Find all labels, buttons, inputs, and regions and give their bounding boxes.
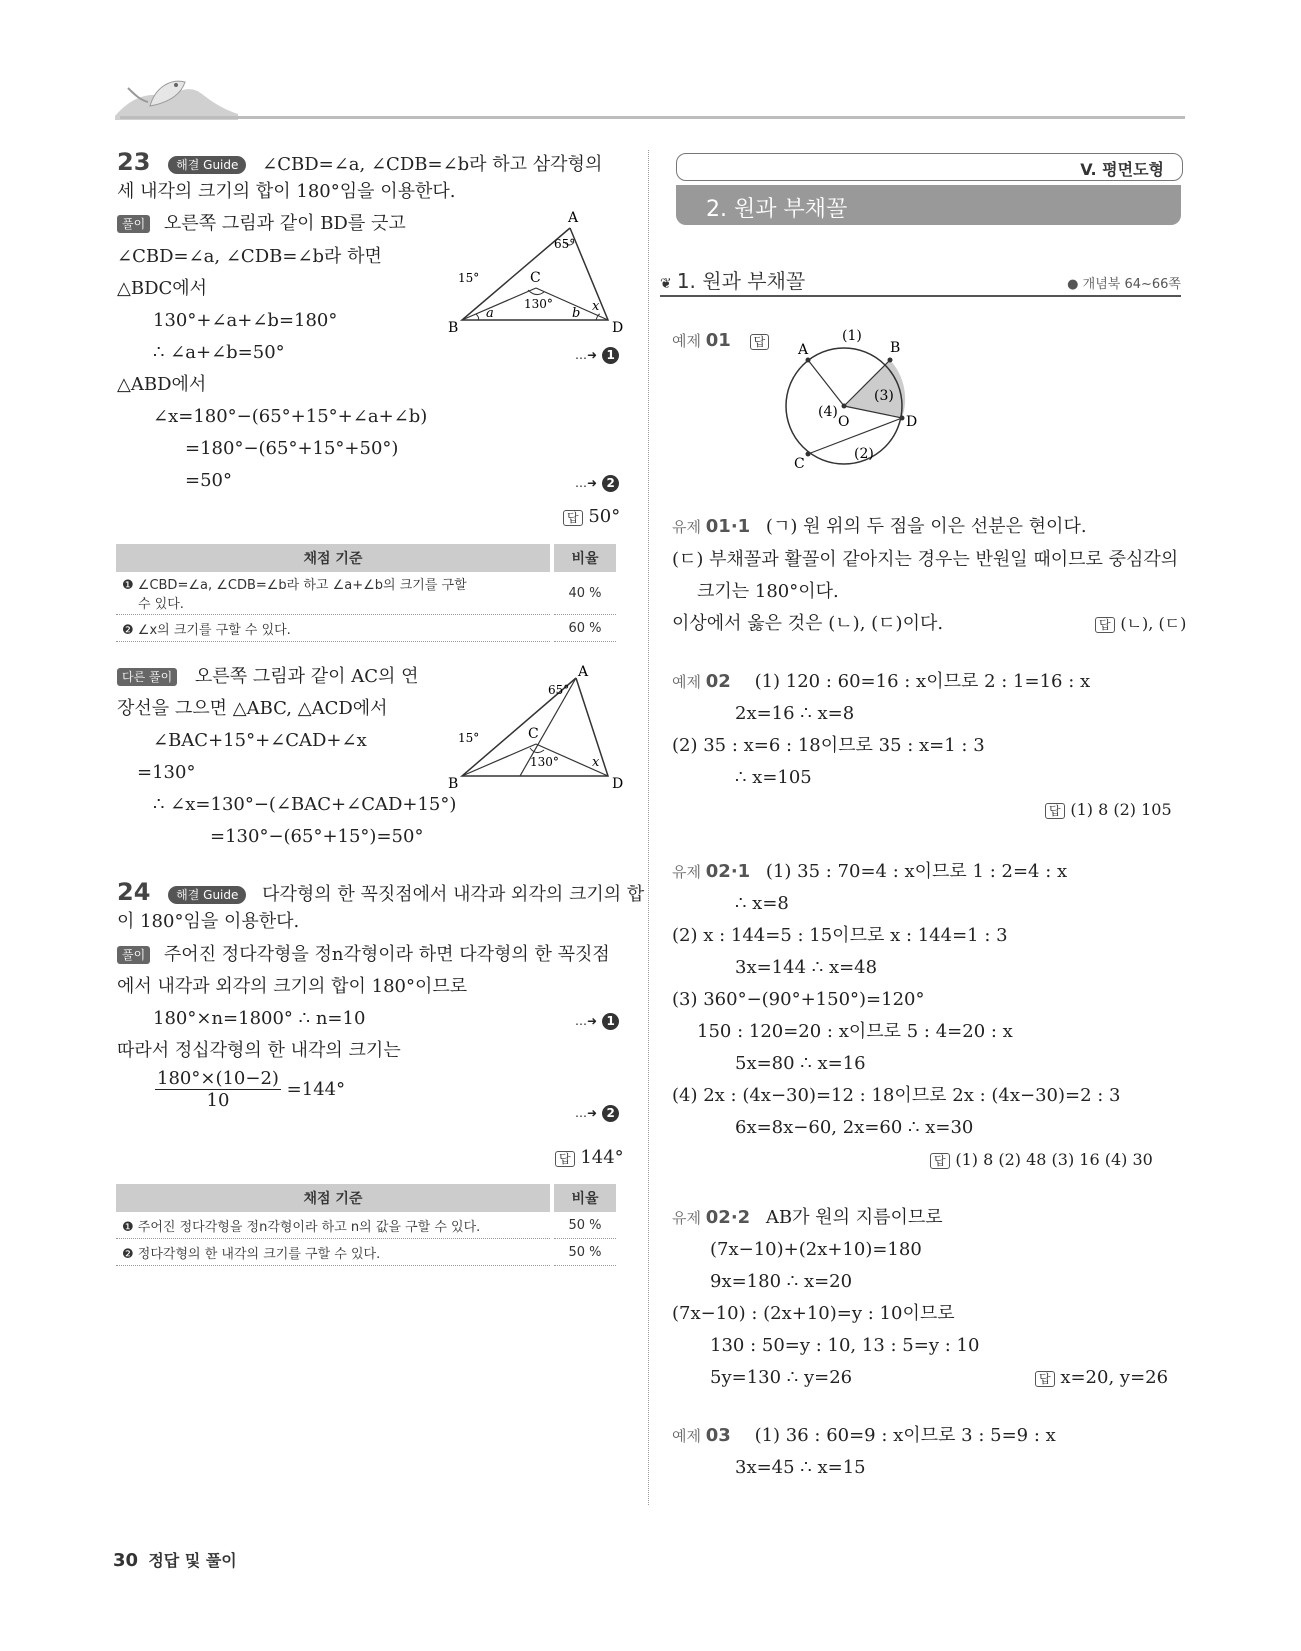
exercise-line: (2) x : 144=5 : 15이므로 x : 144=1 : 3 [672,925,1008,946]
answer: 답 (1) 8 (2) 48 (3) 16 (4) 30 [930,1148,1153,1173]
exercise-line: (4) 2x : (4x−30)=12 : 18이므로 2x : (4x−30)=2 : 3 [672,1085,1121,1106]
vertex-label: B [448,776,459,789]
answer-tag: 답 [750,334,770,350]
alt-solution-line: =130° [137,762,196,783]
alt-solution-line: 장선을 그으면 △ABC, △ACD에서 [117,698,388,719]
exercise-line: (3) 360°−(90°+150°)=120° [672,989,925,1010]
example-label: 예제 01 답 [672,330,769,351]
solution-line: △ABD에서 [117,374,207,395]
example-line: ∴ x=105 [735,767,812,788]
example-line: (2) 35 : x=6 : 18이므로 35 : x=1 : 3 [672,735,985,756]
problem-number: 23 [117,148,151,176]
angle-label: x [592,299,600,314]
exercise-line: (7x−10) : (2x+10)=y : 10이므로 [672,1303,955,1324]
angle-label: 15° [458,271,480,285]
svg-text:D: D [906,414,918,430]
alt-solution-line: =130°−(65°+15°)=50° [210,826,424,847]
section-title-bar: 2. 원과 부채꼴 [676,185,1181,225]
whale-logo [110,68,240,120]
solution-line: ∴ ∠a+∠b=50° [153,342,285,363]
reference: ● 개념북 64~66쪽 [1067,277,1181,292]
exercise-line: (7x−10)+(2x+10)=180 [710,1239,922,1260]
angle-label: 65° [554,237,576,251]
svg-text:C: C [794,456,805,472]
example-line: 2x=16 ∴ x=8 [735,703,855,724]
vertex-label: D [612,320,624,335]
alt-solution-tag: 다른 풀이 [117,668,177,686]
answer: 답 50° [563,505,620,530]
solution-line: 따라서 정십각형의 한 내각의 크기는 [117,1040,401,1061]
angle-label: 15° [458,731,480,745]
example-line: 예제 02 (1) 120 : 60=16 : x이므로 2 : 1=16 : x [672,671,1091,692]
fraction: $\frac{180^\circ\times(10-2)}{10}$ =144° [157,1068,346,1111]
solution-line: 풀이 주어진 정다각형을 정n각형이라 하면 다각형의 한 꼭짓점 [117,943,610,967]
solution-line: 에서 내각과 외각의 크기의 합이 180°이므로 [117,976,468,997]
answer-tag: 답 [563,510,583,526]
solution-line: =180°−(65°+15°+50°) [185,438,399,459]
guide-text-2: 이 180°임을 이용한다. [117,911,300,932]
exercise-line: (ㄷ) 부채꼴과 활꼴이 같아지는 경우는 반원일 때이므로 중심각의 [672,549,1179,570]
solution-line: =50° [185,470,232,491]
example-line: 3x=45 ∴ x=15 [735,1457,866,1478]
solution-line: ∠CBD=∠a, ∠CDB=∠b라 하면 [117,246,382,267]
problem-number: 24 [117,878,151,906]
svg-text:B: B [890,340,901,356]
vertex-label: A [578,664,589,680]
exercise-line: 유제 01·1 (ㄱ) 원 위의 두 점을 이은 선분은 현이다. [672,516,1087,537]
step-marker: …➜ 1 [575,1010,619,1030]
solution-line: ∠x=180°−(65°+15°+∠a+∠b) [153,406,428,427]
chapter-header: V. 평면도형 [676,153,1183,181]
leaf-icon: ❦ [660,276,672,292]
vertex-label: C [528,726,539,742]
scoring-table-23: 채점 기준 비율 ❶ ∠CBD=∠a, ∠CDB=∠b라 하고 ∠a+∠b의 크기를 구할 수 있다. 40 % ❷ ∠x의 크기를 구할 수 있다. 60 % [116,544,616,642]
guide-tag: 해결 Guide [168,886,246,904]
exercise-line: 150 : 120=20 : x이므로 5 : 4=20 : x [697,1021,1013,1042]
problem-23-guide [117,150,602,177]
exercise-line: ∴ x=8 [735,893,789,914]
alt-solution-line: 다른 풀이 오른쪽 그림과 같이 AC의 연 [117,665,418,689]
vertex-label: A [568,210,579,226]
exercise-line: 9x=180 ∴ x=20 [710,1271,853,1292]
angle-label: 65° [548,683,570,697]
circle-figure [780,322,940,472]
exercise-line: 유제 02·2 AB가 원의 지름이므로 [672,1207,943,1228]
svg-text:O: O [838,414,850,430]
guide-text: 다각형의 한 꼭짓점에서 내각과 외각의 크기의 합 [262,884,645,905]
solution-line: 풀이 오른쪽 그림과 같이 BD를 긋고 [117,212,406,236]
angle-label: b [572,306,581,321]
footer [113,1548,237,1571]
guide-text-2: 세 내각의 크기의 합이 180°임을 이용한다. [117,181,456,202]
vertex-label: C [530,270,541,286]
answer-tag: 답 [555,1151,575,1167]
exercise-line: 이상에서 옳은 것은 (ㄴ), (ㄷ)이다. [672,613,944,634]
solution-line: △BDC에서 [117,278,208,299]
exercise-line: 유제 02·1 (1) 35 : 70=4 : x이므로 1 : 2=4 : x [672,861,1068,882]
step-marker: …➜ 1 [575,344,619,364]
svg-text:(2): (2) [854,446,874,462]
triangle-figure-1 [448,210,628,335]
header-rule [120,116,1185,119]
footer-title: 정답 및 풀이 [148,1551,237,1570]
solution-tag: 풀이 [117,946,150,964]
solution-tag: 풀이 [117,215,150,233]
svg-text:(1): (1) [842,328,862,344]
vertex-label: B [448,320,459,335]
exercise-line: 3x=144 ∴ x=48 [735,957,878,978]
exercise-line: 6x=8x−60, 2x=60 ∴ x=30 [735,1117,974,1138]
exercise-line: 크기는 180°이다. [697,581,839,602]
subsection-header: ❦ 1. 원과 부채꼴 ● 개념북 64~66쪽 [660,265,1181,297]
vertex-label: D [612,776,624,789]
exercise-line: 5x=80 ∴ x=16 [735,1053,866,1074]
angle-label: 130° [530,755,559,769]
exercise-line: 130 : 50=y : 10, 13 : 5=y : 10 [710,1335,980,1356]
example-line: 예제 03 (1) 36 : 60=9 : x이므로 3 : 5=9 : x [672,1425,1056,1446]
page-number: 30 [113,1550,139,1571]
guide-tag: 해결 Guide [168,156,246,174]
svg-text:(4): (4) [818,404,838,420]
exercise-line: 5y=130 ∴ y=26 [710,1367,853,1388]
alt-solution-line: ∠BAC+15°+∠CAD+∠x [153,730,367,751]
answer: 답 (ㄴ), (ㄷ) [1095,612,1186,637]
svg-text:A: A [798,342,809,358]
step-marker: …➜ 2 [575,472,619,492]
answer: 답 x=20, y=26 [1035,1366,1168,1391]
svg-text:(3): (3) [874,388,894,404]
problem-24-guide [117,880,644,907]
solution-line: 130°+∠a+∠b=180° [153,310,338,331]
answer: 답 144° [555,1146,624,1171]
scoring-table-24: 채점 기준 비율 ❶ 주어진 정다각형을 정n각형이라 하고 n의 값을 구할 수 있다. 50 % ❷ 정다각형의 한 내각의 크기를 구할 수 있다. 50 % [116,1184,616,1266]
guide-text: ∠CBD=∠a, ∠CDB=∠b라 하고 삼각형의 [262,154,603,175]
step-marker: …➜ 2 [575,1102,619,1122]
answer: 답 (1) 8 (2) 105 [1045,798,1172,823]
angle-label: 130° [524,297,553,311]
alt-solution-line: ∴ ∠x=130°−(∠BAC+∠CAD+15°) [153,794,457,815]
solution-line: 180°×n=1800° ∴ n=10 [153,1008,366,1029]
angle-label: a [486,306,494,321]
angle-label: x [592,755,600,770]
column-divider [648,150,649,1505]
triangle-figure-2 [448,664,628,789]
